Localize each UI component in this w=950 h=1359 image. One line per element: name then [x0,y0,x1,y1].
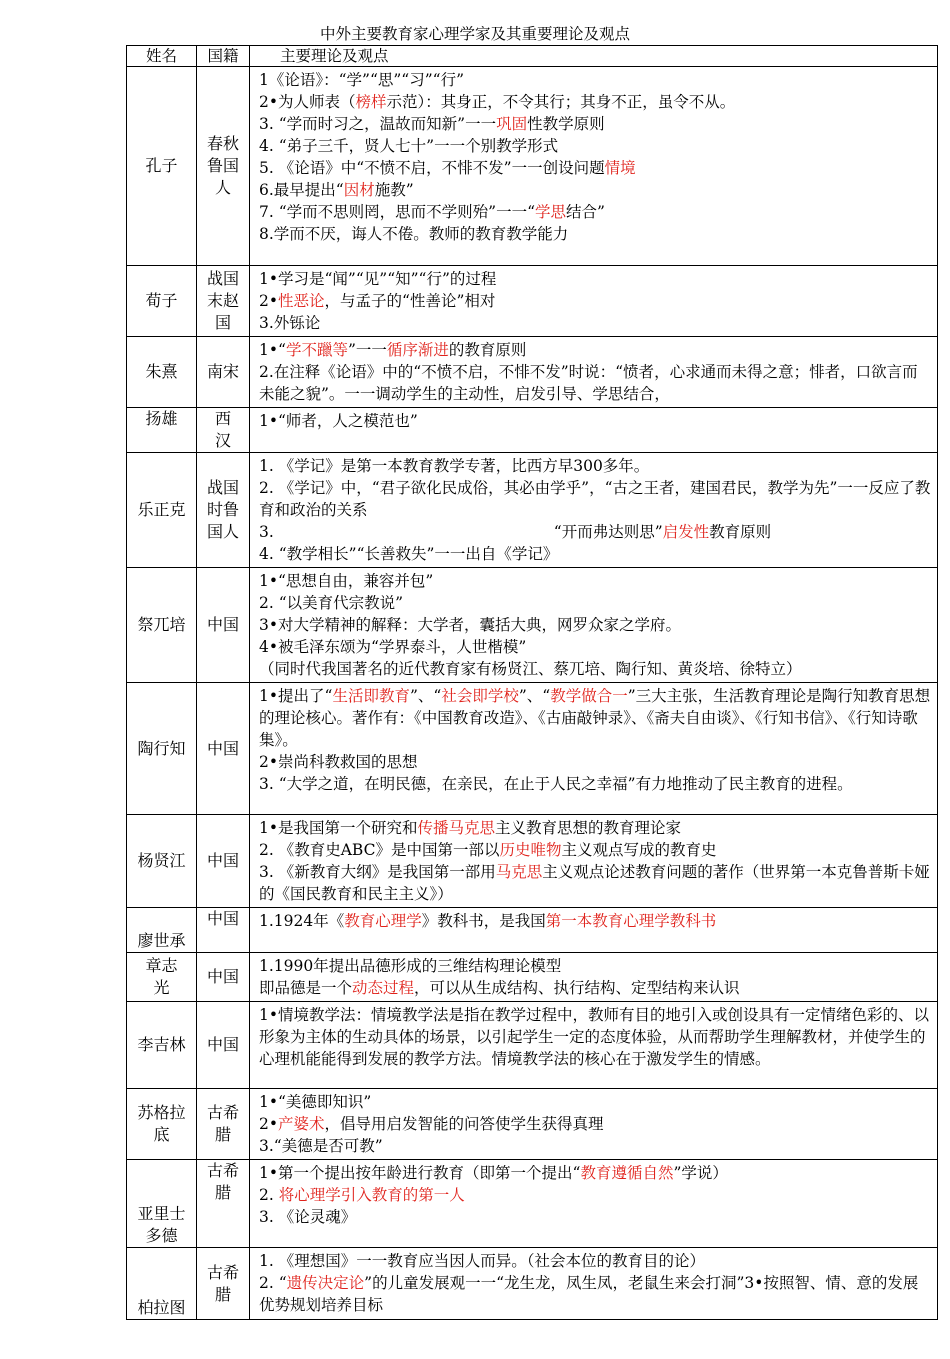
educator-nationality-text: 南宋 [206,362,239,381]
educator-name-text: 章志光 [145,956,178,997]
theory-line [259,1206,933,1228]
educator-theories [250,408,938,453]
educator-theories [250,67,938,266]
table-row [127,683,938,815]
educator-name-text: 乐正克 [137,500,186,519]
theory-line [259,201,933,223]
educator-theories [250,1089,938,1160]
table-row [127,1248,938,1320]
theory-line [259,861,933,905]
theory-line [259,1135,933,1157]
educator-name [127,815,197,908]
educator-theories [250,683,938,815]
theory-text: 2. [259,1186,279,1204]
theory-line [259,1004,933,1070]
theory-text: 1•“思想自由，兼容并包” [259,572,434,590]
theory-line [259,312,933,334]
theory-line [259,614,933,636]
theory-text: 2• [259,1115,279,1133]
educator-nationality-text: 古希腊 [206,1161,239,1202]
theory-line [259,1272,933,1316]
educator-name-text: 柏拉图 [137,1298,186,1317]
theory-text: 2•为人师表（ [259,93,356,111]
highlight-term: 遗传决定论 [286,1274,365,1292]
theory-line [259,91,933,113]
educator-nationality [197,453,250,568]
educator-nationality [197,337,250,408]
theory-text: 3.外铄论 [259,314,321,332]
educator-nationality-text: 古希腊 [206,1103,239,1144]
educator-name [127,453,197,568]
theory-text: 主义教育思想的教育理论家 [495,819,682,837]
educator-name [127,1160,197,1248]
theory-text: ，可以从生成结构、执行结构、定型结构来认识 [414,979,740,997]
highlight-term: 生活即教育 [332,687,410,705]
educator-name [127,683,197,815]
educator-name-text: 廖世承 [137,931,186,950]
educator-name [127,953,197,1002]
educator-nationality [197,1002,250,1089]
theory-text: “开而弗达则思” [553,523,663,541]
table-row [127,1002,938,1089]
theory-text: 的教育原则 [448,341,527,359]
highlight-term: 因材 [343,181,375,199]
theory-text: 性教学原则 [527,115,605,133]
theory-line [259,223,933,245]
theory-text: 1《论语》：“学”“思”“习”“行” [259,71,465,89]
educator-name [127,337,197,408]
theory-line [259,69,933,91]
educator-nationality [197,1089,250,1160]
theory-line [259,179,933,201]
educator-theories [250,1160,938,1248]
theory-line [259,1113,933,1135]
highlight-term: 榜样 [355,93,387,111]
header-content: 主要理论及观点 [250,46,938,67]
highlight-term: 教学做合一 [550,687,628,705]
educator-nationality-text: 战国末赵国 [206,269,239,332]
header-nationality: 国籍 [197,46,250,67]
theory-text: 6.最早提出“ [259,181,344,199]
theory-text: ”学说） [673,1164,728,1182]
table-row [127,67,938,266]
educator-name [127,67,197,266]
theory-line [259,977,933,999]
theory-text: 3•对大学精神的解释：大学者，囊括大典，网罗众家之学府。 [259,616,682,634]
highlight-term: 学不躐等 [285,341,348,359]
highlight-term: 教育遵循自然 [580,1164,674,1182]
theory-line [259,455,933,477]
theory-line [259,339,933,361]
theory-text: 2•崇尚科教救国的思想 [259,753,418,771]
educator-theories [250,908,938,953]
highlight-term: 性恶论 [278,292,325,310]
theory-text: ，与孟子的“性善论”相对 [324,292,496,310]
table-row [127,1089,938,1160]
theory-text: 示范）：其身正，不令其行；其身不正，虽令不从。 [386,93,736,111]
educator-name-text: 扬雄 [145,409,178,428]
theory-text: ”、“ [409,687,442,705]
highlight-term: 循序渐进 [386,341,449,359]
educator-theories [250,453,938,568]
theory-line [259,910,933,932]
theory-line [259,773,933,795]
educator-name-text: 李吉林 [137,1035,186,1054]
theory-text: 1•是我国第一个研究和 [259,819,418,837]
theory-text: 教育原则 [709,523,772,541]
educator-nationality [197,683,250,815]
theory-line [259,268,933,290]
educator-name [127,1248,197,1320]
educator-name [127,908,197,953]
highlight-term: 教育心理学 [344,912,422,930]
educator-nationality [197,953,250,1002]
table-row [127,1160,938,1248]
theory-text: ”的儿童发展观一一“龙生龙，凤生凤，老鼠生来会打洞”3•按照智、情、意的发展优势规划培养目标 [259,1274,919,1314]
educator-nationality [197,266,250,337]
educator-nationality-text: 中国 [206,1035,239,1054]
theory-text: 2. “ [259,1274,287,1292]
theory-text: 3. [259,523,274,541]
theory-text: 2• [259,292,279,310]
educator-table [126,45,938,1320]
educator-nationality [197,908,250,953]
theory-text: 1•提出了“ [259,687,333,705]
theory-text: 1•学习是“闻”“见”“知”“行”的过程 [259,270,497,288]
table-row [127,266,938,337]
theory-text: 主义观点写成的教育史 [561,841,717,859]
table-row [127,408,938,453]
theory-text: 8.学而不厌，诲人不倦。教师的教育教学能力 [259,225,569,243]
theory-line [259,1091,933,1113]
table-row [127,953,938,1002]
educator-name [127,1002,197,1089]
highlight-term: 情境 [604,159,636,177]
theory-text: 3. “学而时习之，温故而知新”一一 [259,115,497,133]
educator-theories [250,953,938,1002]
theory-text: ，倡导用启发智能的问答使学生获得真理 [324,1115,604,1133]
educator-theories [250,815,938,908]
theory-text: 2.在注释《论语》中的“不愤不启，不悱不发”时说：“愤者，心求通而未得之意；悱者，口欲言而未能之貌”。一一调动学生的主动性，启发引导、学思结合， [259,363,918,403]
highlight-term: 学思 [535,203,567,221]
theory-line [259,570,933,592]
theory-text: 1. 《学记》是第一本教育教学专著，比西方早300多年。 [259,457,650,475]
highlight-term: 社会即学校 [441,687,519,705]
educator-theories [250,1248,938,1320]
theory-text: 》教科书，是我国 [421,912,546,930]
theory-text: （同时代我国著名的近代教育家有杨贤江、蔡兀培、陶行知、黄炎培、徐特立） [259,660,802,678]
theory-line [259,1250,933,1272]
educator-nationality-text: 春秋鲁国人 [206,134,239,197]
theory-text: 施教” [374,181,414,199]
theory-text: 2. “以美育代宗教说” [259,594,404,612]
educator-name-text: 孔子 [145,156,178,175]
table-row [127,453,938,568]
theory-line [259,543,933,565]
educator-nationality [197,1160,250,1248]
theory-text: 7. “学而不思则罔，思而不学则殆”一一“ [259,203,535,221]
theory-text: 5. 《论语》中“不愤不启，不悱不发”一一创设问题 [259,159,605,177]
theory-text: 4•被毛泽东颂为“学界泰斗，人世楷模” [259,638,527,656]
educator-name-text: 朱熹 [145,362,178,381]
theory-text: 1. 《理想国》一一教育应当因人而异。（社会本位的教育目的论） [259,1252,705,1270]
educator-nationality-text: 古希腊 [206,1262,239,1304]
theory-text: 3. 《新教育大纲》是我国第一部用 [259,863,496,881]
theory-line [259,955,933,977]
theory-text: 1•“美德即知识” [259,1093,372,1111]
theory-line [259,1162,933,1184]
educator-name [127,266,197,337]
table-row [127,337,938,408]
theory-line [259,135,933,157]
educator-name-text: 荀子 [145,291,178,310]
educator-name-text: 亚里士多德 [137,1204,186,1245]
theory-line [259,658,933,680]
theory-text: 1•“师者，人之模范也” [259,412,418,430]
theory-text: 3. “大学之道，在明民德，在亲民，在止于人民之幸福”有力地推动了民主教育的进程。 [259,775,853,793]
highlight-term: 动态过程 [352,979,415,997]
theory-text: 3. 《论灵魂》 [259,1208,357,1226]
theory-line [259,636,933,658]
highlight-term: 巩固 [496,115,528,133]
educator-name-text: 陶行知 [137,738,186,758]
theory-line [259,521,933,543]
theory-text: 主义观点论述教育问题的著作（世界第一本克鲁普斯卡娅的《国民教育和民主主义》） [259,863,930,903]
theory-text: 1.1990年提出品德形成的三维结构理论模型 [259,957,562,975]
theory-line [259,839,933,861]
educator-name-text: 杨贤江 [137,851,186,870]
educator-nationality-text: 西汉 [214,409,231,450]
educator-nationality [197,408,250,453]
theory-text: 结合” [566,203,605,221]
highlight-term: 传播马克思 [417,819,496,837]
highlight-term: 将心理学引入教育的第一人 [278,1186,465,1204]
theory-line [259,751,933,773]
theory-text: 1•第一个提出按年龄进行教育（即第一个提出“ [259,1164,581,1182]
theory-text: 2. 《教育史ABC》是中国第一部以 [259,841,500,859]
theory-line [259,113,933,135]
theory-line [259,477,933,521]
educator-nationality-text: 中国 [206,851,239,870]
theory-line [259,1184,933,1206]
highlight-term: 马克思 [495,863,543,881]
theory-text: ”三大主张，生活教育理论是陶行知教育思想的理论核心。著作有：《中国教育改造》、《古庙敲钟录》、《斋夫自由谈》、《行知书信》、《行知诗歌集》。 [259,687,931,749]
educator-theories [250,568,938,683]
educator-nationality-text: 战国时鲁国人 [206,478,239,541]
educator-theories [250,1002,938,1089]
educator-nationality [197,1248,250,1320]
theory-line [259,685,933,751]
highlight-term: 历史唯物 [499,841,562,859]
theory-text: 2. 《学记》中，“君子欲化民成俗，其必由学乎”，“古之王者，建国君民，教学为先”一一反应了教育和政治的关系 [259,479,931,519]
theory-text: 4. “弟子三千，贤人七十”一一个别教学形式 [259,137,559,155]
educator-theories [250,266,938,337]
educator-nationality-text: 中国 [206,967,239,986]
highlight-term: 启发性 [662,523,710,541]
theory-text: 即品德是一个 [259,979,353,997]
educator-nationality-text: 中国 [206,738,239,758]
educator-theories [250,337,938,408]
educator-nationality-text: 中国 [206,909,239,928]
theory-text: ”、“ [518,687,551,705]
theory-line [259,817,933,839]
table-row [127,815,938,908]
educator-name [127,1089,197,1160]
theory-text: ”一一 [347,341,387,359]
educator-name-text: 祭兀培 [137,615,186,634]
table-header-row [127,46,938,67]
theory-text: 1•“ [259,341,286,359]
theory-text: 3.“美德是否可教” [259,1137,383,1155]
educator-name [127,408,197,453]
theory-text: 4. “教学相长”“长善救失”一一出自《学记》 [259,545,559,563]
theory-line [259,157,933,179]
educator-nationality [197,568,250,683]
highlight-term: 产婆术 [278,1115,325,1133]
educator-nationality-text: 中国 [206,615,239,634]
highlight-term: 第一本教育心理学教科书 [545,912,717,930]
educator-name-text: 苏格拉底 [137,1103,186,1144]
educator-nationality [197,815,250,908]
theory-text: 1.1924年《 [259,912,345,930]
theory-line [259,361,933,405]
theory-line [259,290,933,312]
document-title: 中外主要教育家心理学家及其重要理论及观点 [319,25,630,43]
theory-line [259,592,933,614]
theory-text: 1•情境教学法：情境教学法是指在教学过程中，教师有目的地引入或创设具有一定情绪色彩的、以形象为主体的生动具体的场景，以引起学生一定的态度体验，从而帮助学生理解教材，并使学生的心理机能能得到发展的教学方法。情境教学法的核心在于激发学生的情感。 [259,1006,930,1068]
educator-nationality [197,67,250,266]
table-row [127,568,938,683]
header-name: 姓名 [127,46,197,67]
theory-line [259,410,933,432]
table-row [127,908,938,953]
educator-name [127,568,197,683]
